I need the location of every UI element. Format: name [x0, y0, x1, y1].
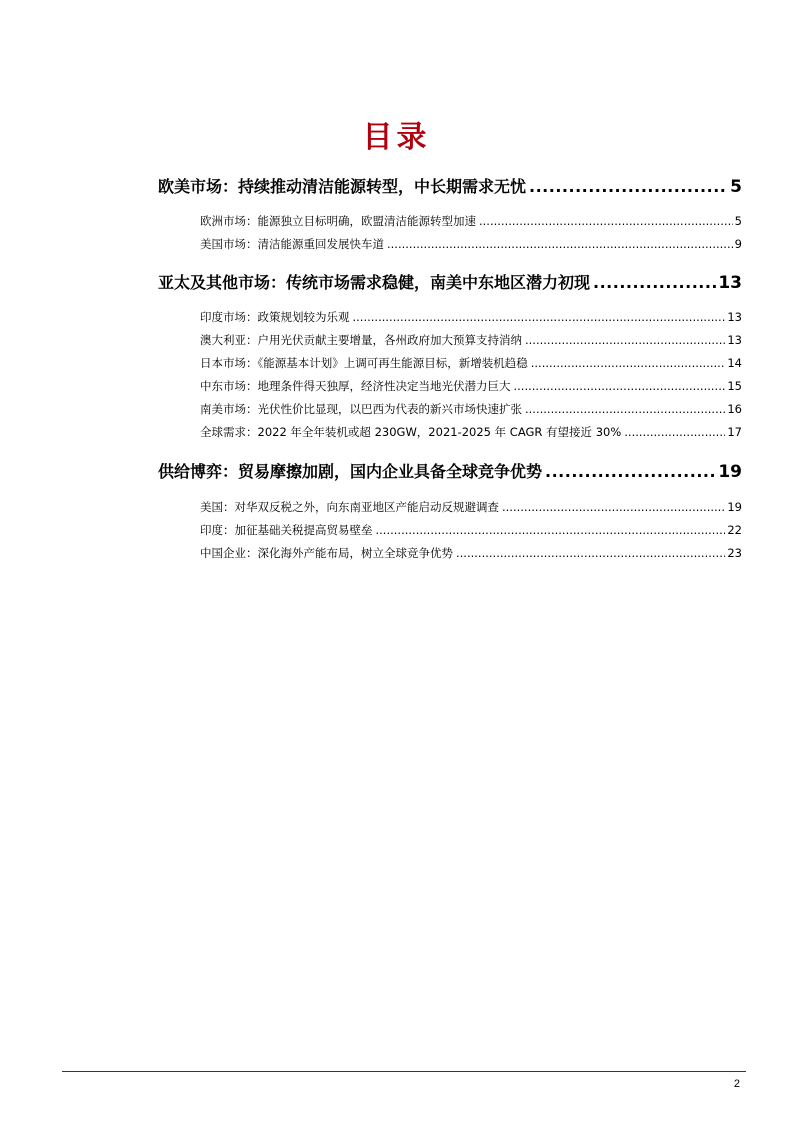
toc-item-3-1[interactable]	[200, 498, 742, 516]
toc-leader-dots	[525, 400, 725, 418]
toc-page-number: 13	[727, 333, 742, 347]
toc-item-3-3[interactable]	[200, 544, 742, 562]
toc-page-number: 23	[727, 546, 742, 560]
toc-item-label: 美国：对华双反税之外，向东南亚地区产能启动反规避调查	[200, 500, 499, 514]
toc-item-label: 中国企业：深化海外产能布局，树立全球竞争优势	[200, 546, 453, 560]
toc-item-label: 中东市场：地理条件得天独厚，经济性决定当地光伏潜力巨大	[200, 379, 511, 393]
toc-item-2-4[interactable]	[200, 377, 742, 395]
toc-item-2-6[interactable]	[200, 423, 742, 441]
toc-leader-dots	[529, 174, 728, 200]
toc-item-label: 日本市场：《能源基本计划》上调可再生能源目标，新增装机趋稳	[200, 356, 528, 370]
toc-leader-dots	[353, 308, 726, 326]
footer-divider	[62, 1071, 746, 1072]
toc-leader-dots	[525, 331, 725, 349]
toc-page-number: 14	[727, 356, 742, 370]
toc-section-label: 欧美市场：持续推动清洁能源转型，中长期需求无忧	[158, 177, 527, 196]
toc-section-label: 供给博弈：贸易摩擦加剧，国内企业具备全球竞争优势	[158, 462, 543, 481]
toc-item-label: 欧洲市场：能源独立目标明确，欧盟清洁能源转型加速	[200, 214, 476, 228]
toc-section-2[interactable]	[158, 270, 742, 296]
toc-page-number: 13	[718, 273, 742, 293]
toc-page-number: 5	[734, 214, 742, 228]
toc-item-1-1[interactable]	[200, 212, 742, 230]
toc-leader-dots	[479, 212, 733, 230]
toc-page-number: 19	[727, 500, 742, 514]
toc-leader-dots	[376, 521, 726, 539]
page-title: 目录	[362, 120, 431, 155]
toc-section-3[interactable]	[158, 459, 742, 485]
toc-item-label: 全球需求：2022 年全年装机或超 230GW，2021-2025 年 CAGR 有望接近 30%	[200, 425, 622, 439]
toc-leader-dots	[514, 377, 726, 395]
toc-page-number: 17	[727, 425, 742, 439]
toc-leader-dots	[531, 354, 726, 372]
toc-page-number: 15	[727, 379, 742, 393]
toc-page-number: 13	[727, 310, 742, 324]
toc-leader-dots	[387, 235, 733, 253]
toc-page-number: 5	[730, 177, 742, 197]
toc-item-label: 澳大利亚：户用光伏贡献主要增量，各州政府加大预算支持消纳	[200, 333, 522, 347]
toc-item-label: 美国市场：清洁能源重回发展快车道	[200, 237, 384, 251]
toc-leader-dots	[545, 459, 716, 485]
toc-section-1[interactable]	[158, 174, 742, 200]
toc-item-2-1[interactable]	[200, 308, 742, 326]
toc-leader-dots	[624, 423, 725, 441]
toc-leader-dots	[502, 498, 725, 516]
toc-page-number: 19	[718, 462, 742, 482]
toc-item-3-2[interactable]	[200, 521, 742, 539]
toc-page-number: 16	[727, 402, 742, 416]
toc-item-2-2[interactable]	[200, 331, 742, 349]
toc-page-number: 22	[727, 523, 742, 537]
toc-item-label: 南美市场：光伏性价比显现，以巴西为代表的新兴市场快速扩张	[200, 402, 522, 416]
toc-item-label: 印度市场：政策规划较为乐观	[200, 310, 350, 324]
toc-leader-dots	[593, 270, 716, 296]
toc-item-1-2[interactable]	[200, 235, 742, 253]
toc-section-label: 亚太及其他市场：传统市场需求稳健，南美中东地区潜力初现	[158, 273, 591, 292]
toc-item-2-3[interactable]	[200, 354, 742, 372]
toc-item-label: 印度：加征基础关税提高贸易壁垒	[200, 523, 373, 537]
footer-page-number: 2	[733, 1078, 740, 1090]
toc-item-2-5[interactable]	[200, 400, 742, 418]
toc-page-number: 9	[734, 237, 742, 251]
toc-leader-dots	[456, 544, 725, 562]
